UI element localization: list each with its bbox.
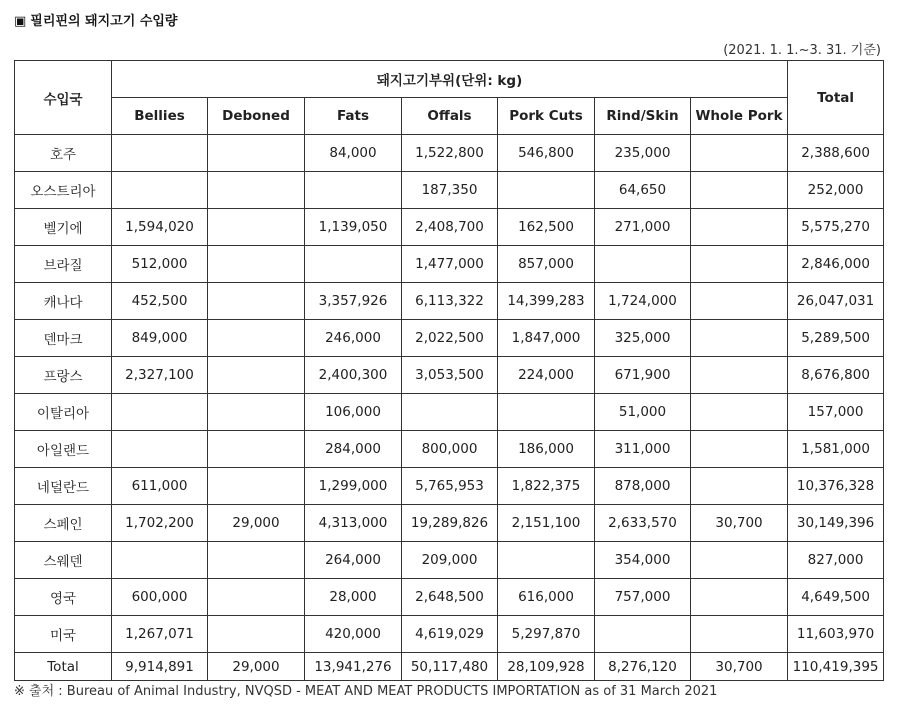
table-row [15, 542, 884, 579]
table-row [15, 394, 884, 431]
value-cell [691, 320, 788, 357]
table-row [15, 579, 884, 616]
value-cell: 28,000 [305, 579, 402, 616]
value-cell [112, 135, 208, 172]
country-cell: 아일랜드 [15, 431, 112, 468]
value-cell [208, 320, 305, 357]
value-cell: 311,000 [595, 431, 691, 468]
source-note: ※ 출처 : Bureau of Animal Industry, NVQSD - MEAT AND MEAT PRODUCTS IMPORTATION as of 31 March 2021 [14, 684, 718, 699]
country-cell: 호주 [15, 135, 112, 172]
country-cell: 이탈리아 [15, 394, 112, 431]
value-cell: 2,327,100 [112, 357, 208, 394]
column-header: Bellies [112, 98, 208, 135]
value-cell [208, 135, 305, 172]
value-cell: 420,000 [305, 616, 402, 653]
value-cell: 246,000 [305, 320, 402, 357]
value-cell: 1,594,020 [112, 209, 208, 246]
row-total-cell: 157,000 [788, 394, 884, 431]
column-header: Fats [305, 98, 402, 135]
value-cell [112, 431, 208, 468]
value-cell [208, 579, 305, 616]
value-cell: 3,357,926 [305, 283, 402, 320]
value-cell [498, 172, 595, 209]
table-row [15, 283, 884, 320]
value-cell: 224,000 [498, 357, 595, 394]
value-cell [595, 616, 691, 653]
value-cell: 354,000 [595, 542, 691, 579]
value-cell: 186,000 [498, 431, 595, 468]
value-cell [691, 616, 788, 653]
value-cell: 2,408,700 [402, 209, 498, 246]
value-cell: 600,000 [112, 579, 208, 616]
value-cell: 4,619,029 [402, 616, 498, 653]
value-cell: 452,500 [112, 283, 208, 320]
page-title [14, 10, 178, 29]
value-cell [691, 246, 788, 283]
value-cell [208, 431, 305, 468]
value-cell [691, 172, 788, 209]
column-total-cell: 30,700 [691, 653, 788, 681]
grand-total-cell: 110,419,395 [788, 653, 884, 681]
total-header: Total [788, 61, 884, 135]
value-cell: 1,299,000 [305, 468, 402, 505]
value-cell: 325,000 [595, 320, 691, 357]
country-cell: 네덜란드 [15, 468, 112, 505]
country-cell: 스웨덴 [15, 542, 112, 579]
value-cell [691, 468, 788, 505]
value-cell [208, 468, 305, 505]
row-total-cell: 8,676,800 [788, 357, 884, 394]
row-total-cell: 5,289,500 [788, 320, 884, 357]
table-row [15, 357, 884, 394]
value-cell: 800,000 [402, 431, 498, 468]
value-cell: 284,000 [305, 431, 402, 468]
value-cell: 64,650 [595, 172, 691, 209]
value-cell: 2,151,100 [498, 505, 595, 542]
country-header: 수입국 [15, 61, 112, 135]
column-header: Offals [402, 98, 498, 135]
value-cell [498, 542, 595, 579]
header-row-columns [15, 98, 884, 135]
value-cell: 671,900 [595, 357, 691, 394]
value-cell: 5,297,870 [498, 616, 595, 653]
country-cell: 미국 [15, 616, 112, 653]
country-cell: 덴마크 [15, 320, 112, 357]
value-cell: 546,800 [498, 135, 595, 172]
value-cell: 1,822,375 [498, 468, 595, 505]
value-cell [112, 394, 208, 431]
row-total-cell: 4,649,500 [788, 579, 884, 616]
value-cell [208, 246, 305, 283]
pork-import-table [14, 60, 884, 681]
value-cell: 84,000 [305, 135, 402, 172]
table-row [15, 209, 884, 246]
table-row [15, 505, 884, 542]
value-cell [595, 246, 691, 283]
value-cell: 2,022,500 [402, 320, 498, 357]
row-total-cell: 1,581,000 [788, 431, 884, 468]
column-total-cell: 13,941,276 [305, 653, 402, 681]
square-bullet-icon: ▣ [14, 14, 27, 29]
total-label-cell: Total [15, 653, 112, 681]
table-row [15, 172, 884, 209]
value-cell [402, 394, 498, 431]
value-cell: 2,400,300 [305, 357, 402, 394]
value-cell [691, 542, 788, 579]
row-total-cell: 252,000 [788, 172, 884, 209]
column-total-cell: 29,000 [208, 653, 305, 681]
column-header: Rind/Skin [595, 98, 691, 135]
header-row-top [15, 61, 884, 98]
table-row [15, 320, 884, 357]
date-note: (2021. 1. 1.~3. 31. 기준) [723, 43, 881, 58]
value-cell: 235,000 [595, 135, 691, 172]
value-cell: 611,000 [112, 468, 208, 505]
row-total-cell: 30,149,396 [788, 505, 884, 542]
value-cell: 849,000 [112, 320, 208, 357]
value-cell: 3,053,500 [402, 357, 498, 394]
value-cell: 512,000 [112, 246, 208, 283]
value-cell: 162,500 [498, 209, 595, 246]
country-cell: 오스트리아 [15, 172, 112, 209]
value-cell [691, 394, 788, 431]
value-cell: 29,000 [208, 505, 305, 542]
row-total-cell: 26,047,031 [788, 283, 884, 320]
row-total-cell: 827,000 [788, 542, 884, 579]
value-cell: 14,399,283 [498, 283, 595, 320]
value-cell: 857,000 [498, 246, 595, 283]
value-cell: 1,139,050 [305, 209, 402, 246]
value-cell [112, 172, 208, 209]
country-cell: 벨기에 [15, 209, 112, 246]
row-total-cell: 2,846,000 [788, 246, 884, 283]
value-cell [208, 209, 305, 246]
value-cell [691, 357, 788, 394]
value-cell [691, 431, 788, 468]
value-cell [305, 172, 402, 209]
value-cell: 2,648,500 [402, 579, 498, 616]
value-cell: 1,847,000 [498, 320, 595, 357]
country-cell: 영국 [15, 579, 112, 616]
value-cell: 1,477,000 [402, 246, 498, 283]
value-cell [208, 616, 305, 653]
value-cell [691, 135, 788, 172]
row-total-cell: 11,603,970 [788, 616, 884, 653]
value-cell: 106,000 [305, 394, 402, 431]
value-cell: 2,633,570 [595, 505, 691, 542]
table-row [15, 468, 884, 505]
country-cell: 스페인 [15, 505, 112, 542]
value-cell [208, 172, 305, 209]
row-total-cell: 10,376,328 [788, 468, 884, 505]
value-cell: 271,000 [595, 209, 691, 246]
table-row [15, 431, 884, 468]
country-cell: 캐나다 [15, 283, 112, 320]
value-cell [691, 579, 788, 616]
column-header: Deboned [208, 98, 305, 135]
total-row [15, 653, 884, 681]
value-cell: 5,765,953 [402, 468, 498, 505]
value-cell: 51,000 [595, 394, 691, 431]
value-cell: 616,000 [498, 579, 595, 616]
table-row [15, 135, 884, 172]
column-header: Pork Cuts [498, 98, 595, 135]
value-cell: 264,000 [305, 542, 402, 579]
value-cell [691, 209, 788, 246]
value-cell: 757,000 [595, 579, 691, 616]
value-cell: 209,000 [402, 542, 498, 579]
value-cell: 6,113,322 [402, 283, 498, 320]
column-total-cell: 8,276,120 [595, 653, 691, 681]
value-cell: 4,313,000 [305, 505, 402, 542]
title-text: 필리핀의 돼지고기 수입량 [30, 14, 178, 29]
table-row [15, 246, 884, 283]
country-cell: 브라질 [15, 246, 112, 283]
table-row [15, 616, 884, 653]
value-cell [112, 542, 208, 579]
value-cell [691, 283, 788, 320]
value-cell: 1,522,800 [402, 135, 498, 172]
value-cell: 1,724,000 [595, 283, 691, 320]
value-cell: 187,350 [402, 172, 498, 209]
value-cell: 1,702,200 [112, 505, 208, 542]
value-cell [208, 394, 305, 431]
value-cell [208, 357, 305, 394]
value-cell: 878,000 [595, 468, 691, 505]
value-cell [305, 246, 402, 283]
value-cell [208, 283, 305, 320]
value-cell: 30,700 [691, 505, 788, 542]
row-total-cell: 5,575,270 [788, 209, 884, 246]
column-total-cell: 28,109,928 [498, 653, 595, 681]
column-header: Whole Pork [691, 98, 788, 135]
value-cell: 19,289,826 [402, 505, 498, 542]
row-total-cell: 2,388,600 [788, 135, 884, 172]
country-cell: 프랑스 [15, 357, 112, 394]
column-total-cell: 9,914,891 [112, 653, 208, 681]
value-cell [208, 542, 305, 579]
column-total-cell: 50,117,480 [402, 653, 498, 681]
value-cell: 1,267,071 [112, 616, 208, 653]
group-header: 돼지고기부위(단위: kg) [112, 61, 788, 98]
value-cell [498, 394, 595, 431]
